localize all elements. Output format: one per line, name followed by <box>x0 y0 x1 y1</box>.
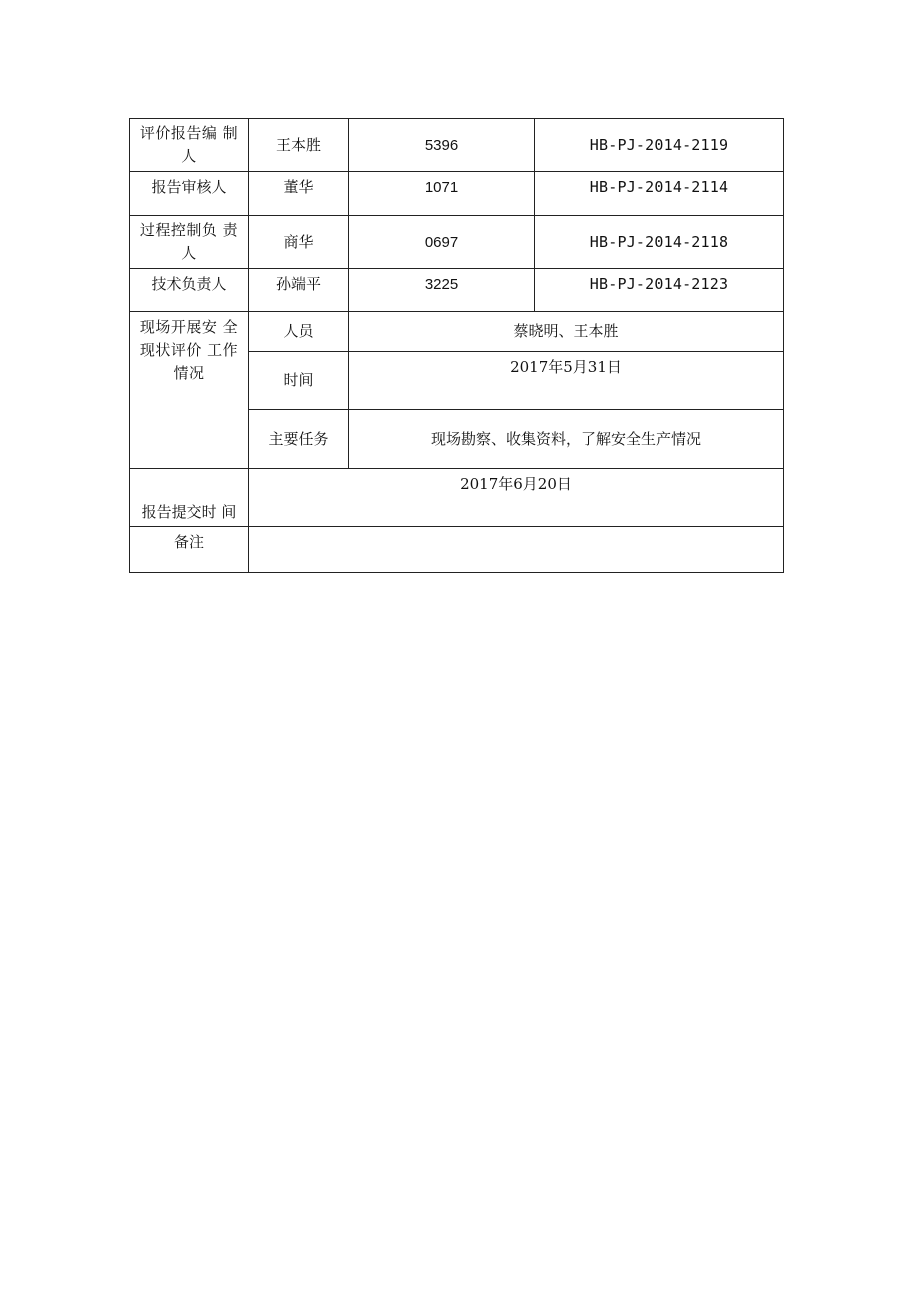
role-cell: 技术负责人 <box>130 269 249 312</box>
staff-label: 人员 <box>249 312 349 352</box>
remarks-label: 备注 <box>130 527 249 573</box>
table-row <box>130 269 784 312</box>
cert-cell: HB-PJ-2014-2123 <box>535 269 784 312</box>
time-label: 时间 <box>249 352 349 410</box>
task-label: 主要任务 <box>249 410 349 469</box>
number-cell: 3225 <box>349 269 535 312</box>
role-cell: 报告审核人 <box>130 172 249 216</box>
table-row <box>130 527 784 573</box>
name-cell: 王本胜 <box>249 119 349 172</box>
number-cell: 0697 <box>349 216 535 269</box>
submission-value: 2017年6月20日 <box>249 469 784 527</box>
role-cell: 评价报告编 制人 <box>130 119 249 172</box>
cert-cell: HB-PJ-2014-2118 <box>535 216 784 269</box>
name-cell: 商华 <box>249 216 349 269</box>
table-row <box>130 216 784 269</box>
role-cell: 过程控制负 责人 <box>130 216 249 269</box>
number-cell: 1071 <box>349 172 535 216</box>
name-cell: 孙端平 <box>249 269 349 312</box>
cert-cell: HB-PJ-2014-2114 <box>535 172 784 216</box>
time-value: 2017年5月31日 <box>349 352 784 410</box>
name-cell: 董华 <box>249 172 349 216</box>
remarks-value <box>249 527 784 573</box>
staff-value: 蔡晓明、王本胜 <box>349 312 784 352</box>
table-row <box>130 172 784 216</box>
number-cell: 5396 <box>349 119 535 172</box>
submission-label: 报告提交时 间 <box>130 469 249 527</box>
site-work-label: 现场开展安 全现状评价 工作情况 <box>130 312 249 469</box>
task-value: 现场勘察、收集资料，了解安全生产情况 <box>349 410 784 469</box>
table-row <box>130 119 784 172</box>
table-row <box>130 312 784 352</box>
report-personnel-table <box>129 118 784 573</box>
table-row <box>130 469 784 527</box>
cert-cell: HB-PJ-2014-2119 <box>535 119 784 172</box>
